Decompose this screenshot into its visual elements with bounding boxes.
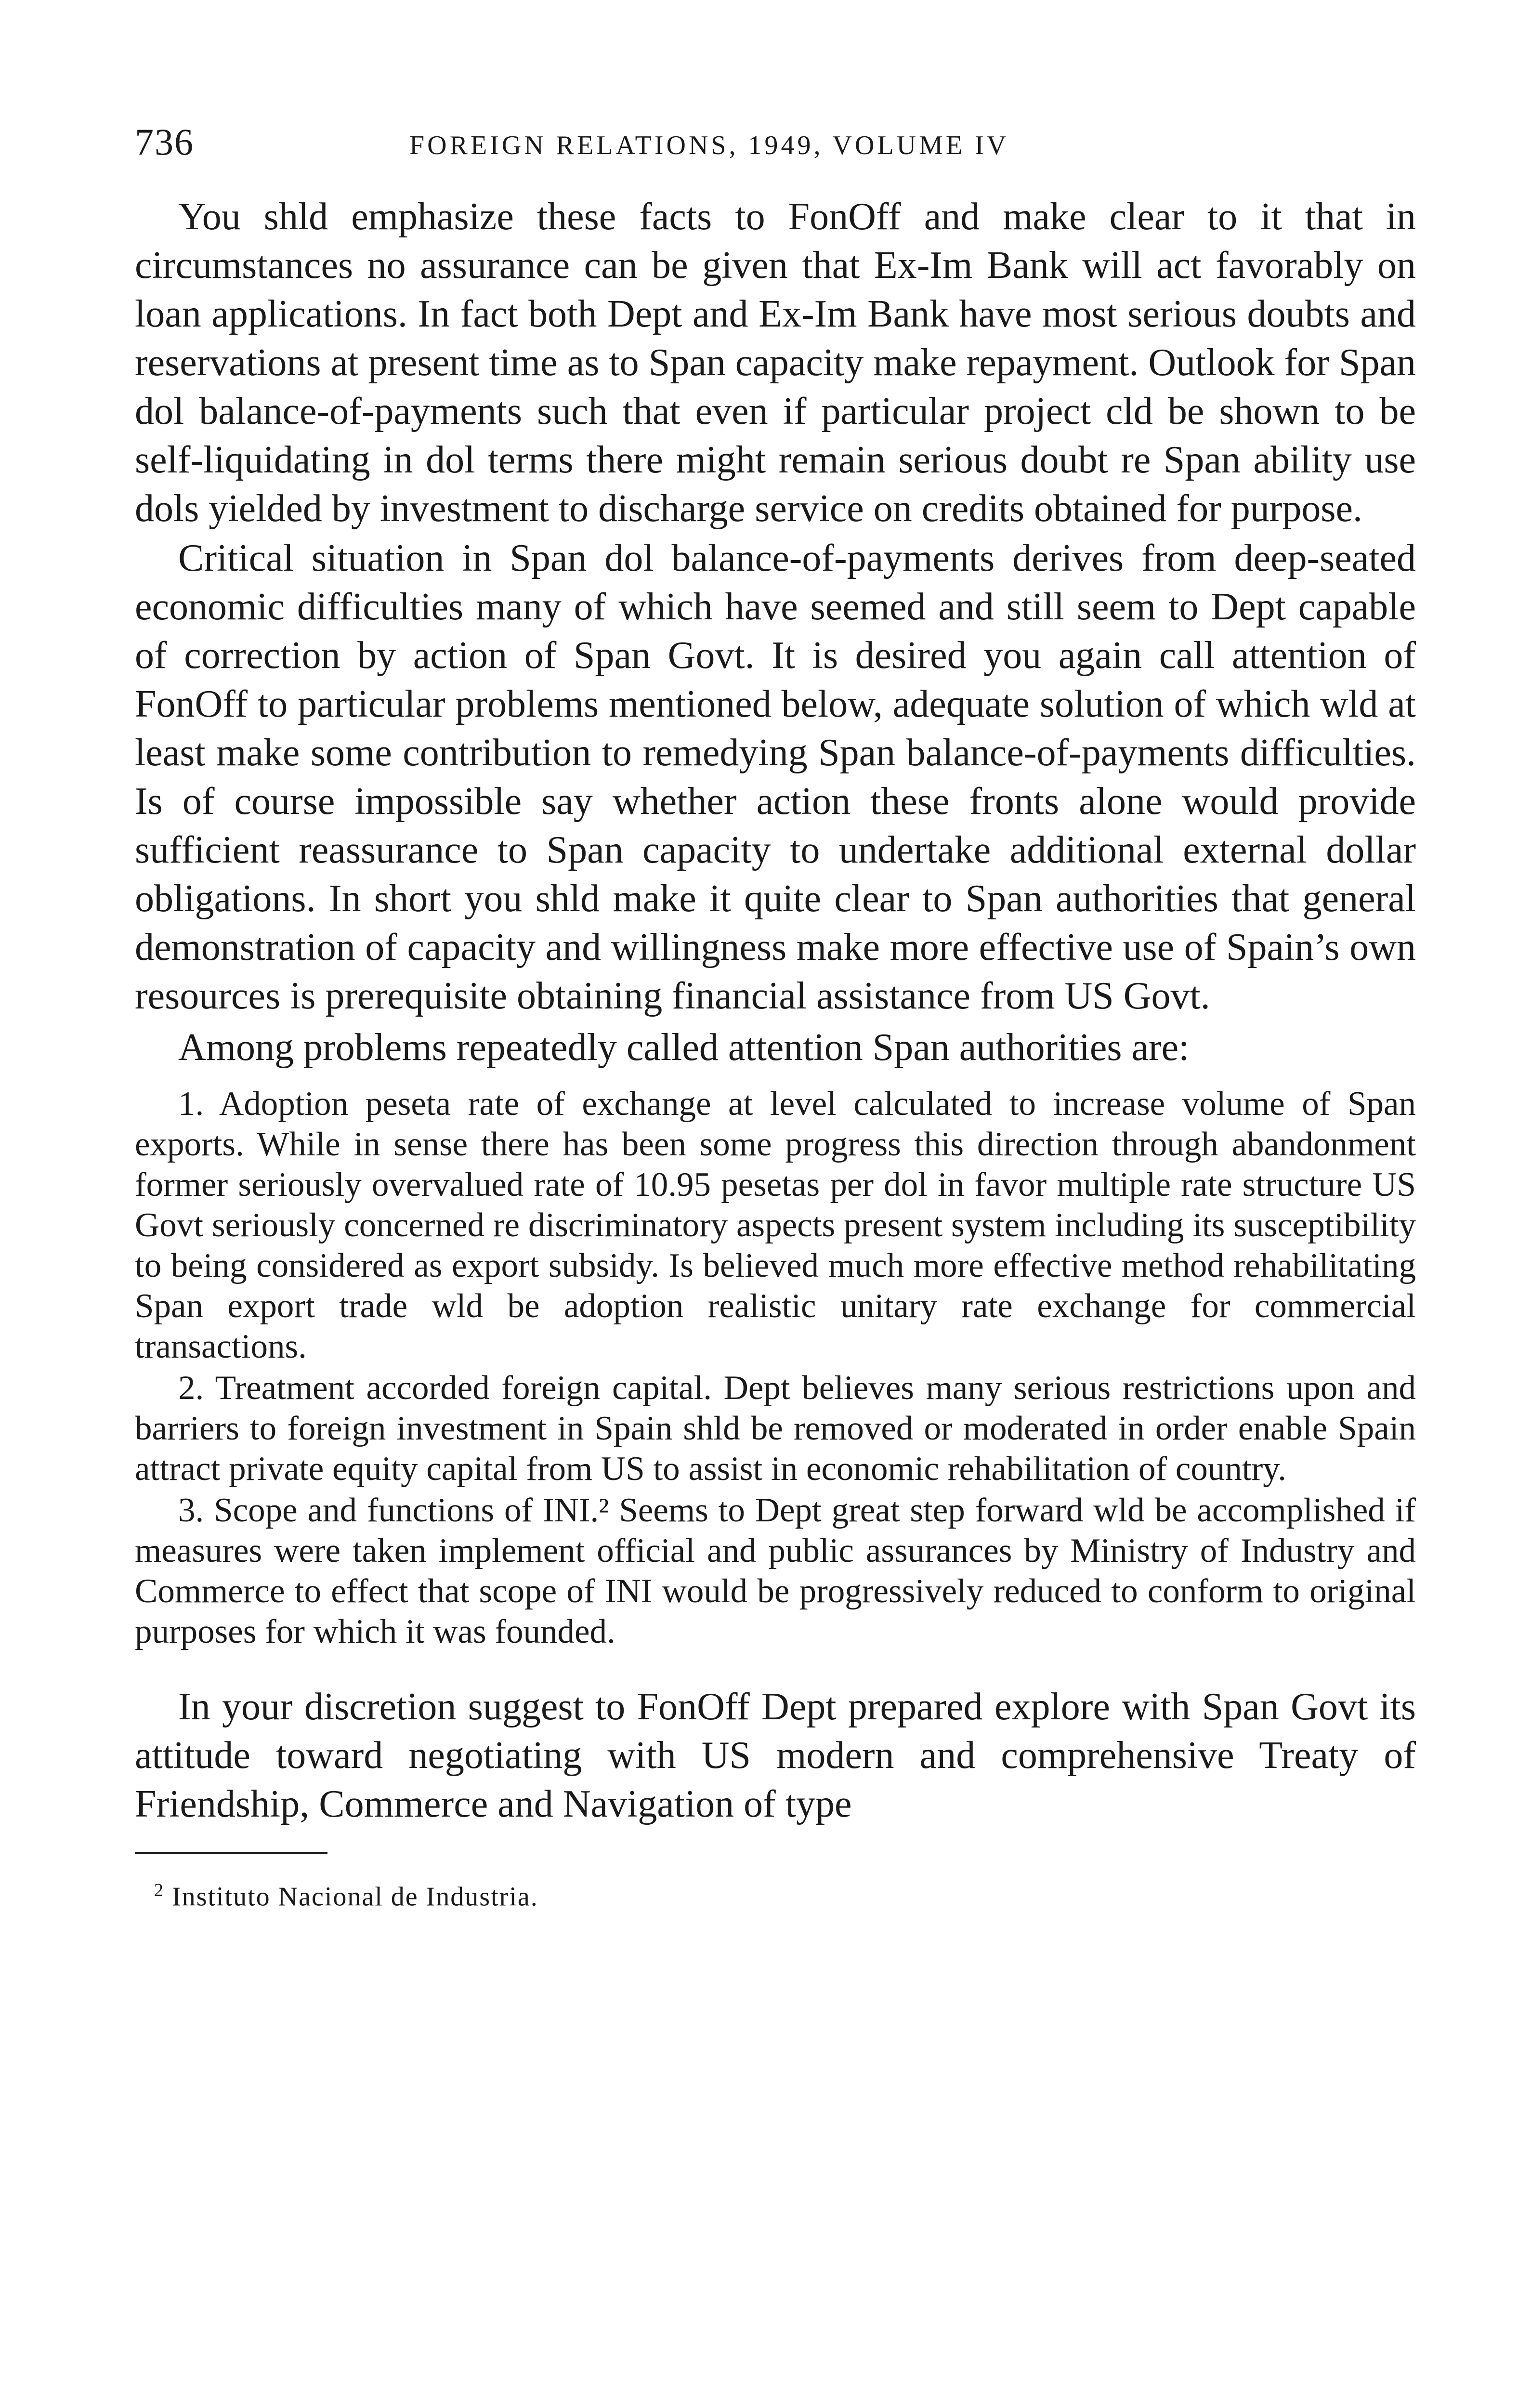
document-page: [135, 120, 1416, 1914]
paragraph: In your discretion suggest to FonOff Dept prepared explore with Span Govt its attitude toward negotiating with US modern and comprehensive Treaty of Friendship, Commerce and Navigation of type: [135, 1686, 1416, 1825]
page-number: 736: [135, 121, 194, 163]
running-head: [135, 120, 1416, 173]
footnote: [135, 1873, 1416, 1914]
list-item: 2. Treatment accorded foreign capital. Dept believes many serious restrictions upon and barriers to foreign investment in Spain shld be removed or moderated in order enable Spain attract private equity capital from US to assist in economic rehabilitation of country.: [135, 1369, 1416, 1488]
list-item: 3. Scope and functions of INI.² Seems to Dept great step forward wld be accomplished if measures were taken implement official and public assurances by Ministry of Industry and Commerce to effect that scope of INI would be progressively reduced to conform to original purposes for which it was founded.: [135, 1492, 1416, 1650]
list-intro: Among problems repeatedly called attention Span authorities are:: [178, 1026, 1190, 1069]
footnote-marker: 2: [154, 1880, 164, 1900]
paragraph: Critical situation in Span dol balance-of-payments derives from deep-seated economic difficulties many of which have seemed and still seem to Dept capable of correction by action of Span Govt. It is desired you again call attention of FonOff to particular problems mentioned below, adequate solution of which wld at least make some contribution to remedying Span balance-of-payments difficulties. Is of course impossible say whether action these fronts alone would provide sufficient reassurance to Span capacity to undertake additional external dollar obligations. In short you shld make it quite clear to Span authorities that general demonstration of capacity and willingness make more effective use of Spain’s own resources is prerequisite obtaining financial assistance from US Govt.: [135, 537, 1416, 1017]
footnote-divider: [135, 1852, 327, 1854]
list-item: 1. Adoption peseta rate of exchange at level calculated to increase volume of Span exports. While in sense there has been some progress this direction through abandonment former seriously overvalued rate of 10.95 pesetas per dol in favor multiple rate structure US Govt seriously concerned re discriminatory aspects present system including its susceptibility to being considered as export subsidy. Is believed much more effective method rehabilitating Span export trade wld be adoption realistic unitary rate exchange for commercial transactions.: [135, 1085, 1416, 1365]
paragraph: You shld emphasize these facts to FonOff and make clear to it that in circumstances no assurance can be given that Ex-Im Bank will act favorably on loan applications. In fact both Dept and Ex-Im Bank have most serious doubts and reservations at present time as to Span capacity make repayment. Outlook for Span dol balance-of-payments such that even if particular project cld be shown to be self-liquidating in dol terms there might remain serious doubt re Span ability use dols yielded by investment to discharge service on credits obtained for purpose.: [135, 196, 1416, 530]
page-header-title: FOREIGN RELATIONS, 1949, VOLUME IV: [409, 131, 1009, 160]
numbered-list: [135, 1084, 1416, 1652]
body-text: [135, 193, 1416, 1072]
footnote-text: Instituto Nacional de Industria.: [172, 1882, 538, 1912]
closing-text: [135, 1683, 1416, 1829]
